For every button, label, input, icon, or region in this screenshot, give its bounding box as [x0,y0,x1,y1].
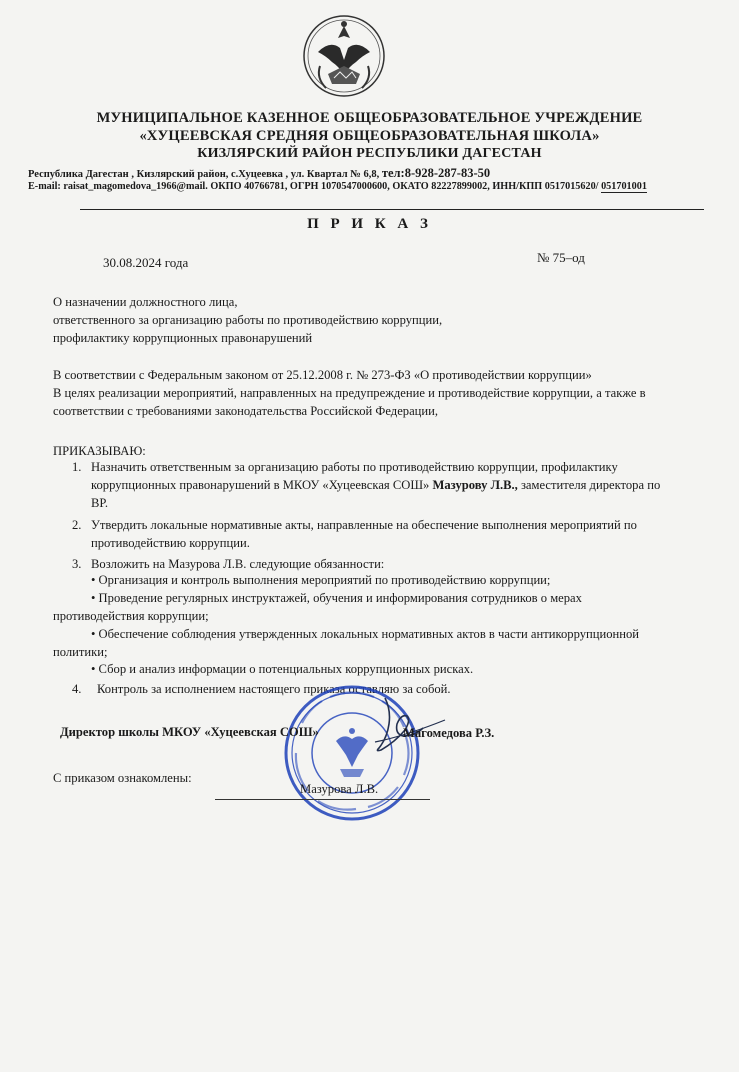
preamble-line-2: В целях реализации мероприятий, направленных на предупреждение и противодействие коррупции, а также в [53,386,646,400]
order-number: № 75–од [537,250,585,265]
address-text: Республика Дагестан , Кизлярский район, с.Хуцеевка , ул. Квартал № 6,8, [28,169,382,180]
subject-line-2: ответственного за организацию работы по противодействию коррупции, [53,313,443,327]
item-2-number: 2. [72,518,82,532]
item-4-line-1: Контроль за исполнением настоящего приказа оставляю за собой. [97,682,451,696]
item-1-line-2 [91,477,660,493]
order-word: ПРИКАЗЫВАЮ: [53,444,146,458]
requisites-tail: 051701001 [601,181,647,192]
dagestan-emblem-icon [300,12,388,100]
director-signature-icon [345,690,455,760]
item-1-line-1: Назначить ответственным за организацию работы по противодействию коррупции, профилактику [91,460,618,474]
acknowledgement-signature-line [215,799,430,800]
bullet-4: • Сбор и анализ информации о потенциальных коррупционных рисках. [91,662,474,676]
preamble-line-1: В соответствии с Федеральным законом от 25.12.2008 г. № 273-ФЗ «О противодействии коррупции» [53,368,592,382]
item-4-number: 4. [72,682,82,696]
item-1-text: коррупционных правонарушений в МКОУ «Хуцеевская СОШ» [91,478,433,492]
item-3-line-1: Возложить на Мазурова Л.В. следующие обязанности: [91,557,385,571]
bullet-3-line-1: • Обеспечение соблюдения утвержденных локальных нормативных актов в части антикоррупционной [91,627,640,641]
header-divider [80,209,704,210]
item-1-line-3: ВР. [91,496,108,510]
header-line-3: КИЗЛЯРСКИЙ РАЙОН РЕСПУБЛИКИ ДАГЕСТАН [197,146,542,161]
director-position: Директор школы МКОУ «Хуцеевская СОШ» [60,725,319,739]
acknowledgement-name: Мазурова Л.В. [300,782,379,796]
item-3-number: 3. [72,557,82,571]
acknowledgement-label: С приказом ознакомлены: [53,771,192,785]
preamble-line-3: соответствии с требованиями законодательства Российской Федерации, [53,404,439,418]
item-1-number: 1. [72,460,82,474]
header-line-2: «ХУЦЕЕВСКАЯ СРЕДНЯЯ ОБЩЕОБРАЗОВАТЕЛЬНАЯ ШКОЛА» [139,128,600,144]
order-date: 30.08.2024 года [103,255,189,270]
phone-text: тел:8-928-287-83-50 [381,166,491,180]
subject-line-1: О назначении должностного лица, [53,295,238,309]
item-1-text-tail: заместителя директора по [517,478,661,492]
item-2-line-1: Утвердить локальные нормативные акты, направленные на обеспечение выполнения мероприятий по [91,518,637,532]
item-1-bold-name: Мазурову Л.В., [432,478,518,492]
bullet-1: • Организация и контроль выполнения мероприятий по противодействию коррупции; [91,573,551,587]
subject-line-3: профилактику коррупционных правонарушений [53,331,313,345]
requisites-line [28,181,647,192]
bullet-2-line-2: противодействия коррупции; [53,609,209,623]
director-name: Магомедова Р.З. [403,726,495,740]
item-2-line-2: противодействию коррупции. [91,536,250,550]
header-line-1: МУНИЦИПАЛЬНОЕ КАЗЕННОЕ ОБЩЕОБРАЗОВАТЕЛЬНОЕ УЧРЕЖДЕНИЕ [96,110,643,126]
requisites-text: E-mail: raisat_magomedova_1966@mail. ОКПО 40766781, ОГРН 1070547000600, ОКАТО 82227899002, ИНН/КПП 0517015620/ [28,181,602,192]
order-title: П Р И К А З [307,216,432,232]
address-line [28,166,490,181]
bullet-3-line-2: политики; [53,645,108,659]
bullet-2-line-1: • Проведение регулярных инструктажей, обучения и информирования сотрудников о мерах [91,591,582,605]
